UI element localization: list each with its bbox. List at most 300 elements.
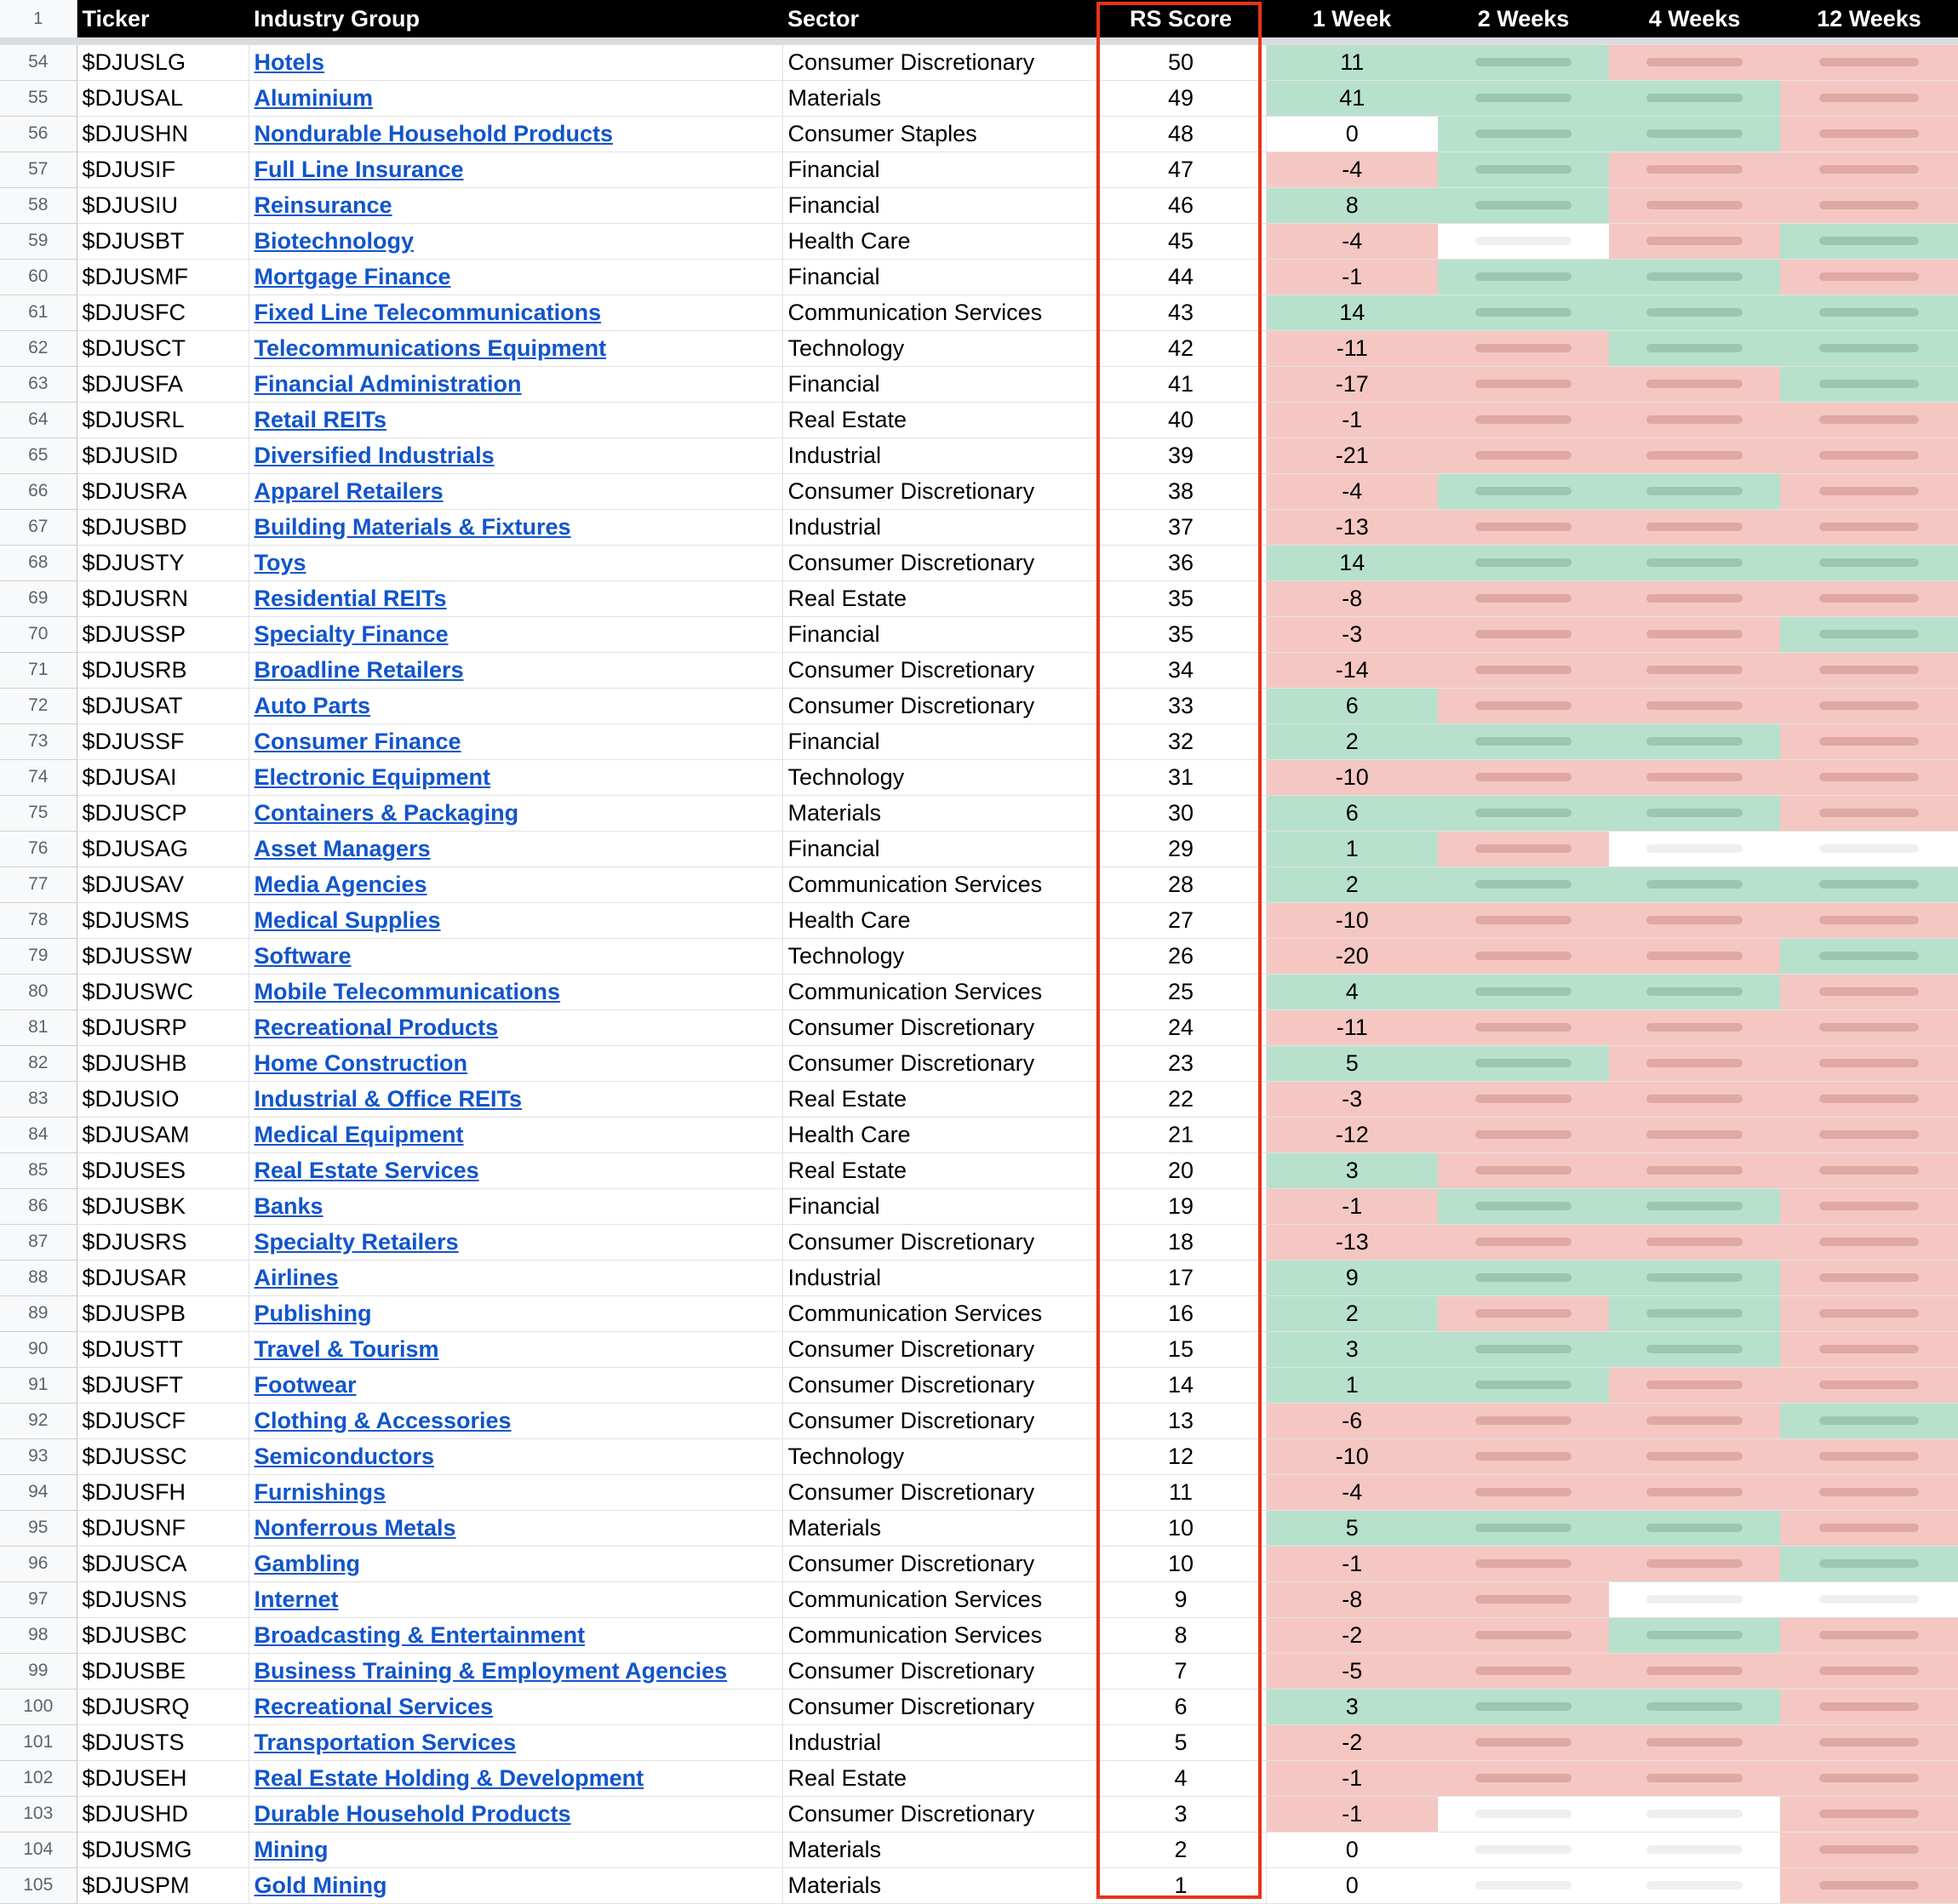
twelve-weeks-change-cell[interactable] <box>1780 1331 1958 1367</box>
row-number[interactable]: 96 <box>0 1546 77 1581</box>
one-week-change-cell[interactable]: 1 <box>1266 831 1438 866</box>
two-weeks-change-cell[interactable] <box>1438 402 1609 437</box>
four-weeks-change-cell[interactable] <box>1609 259 1780 294</box>
rs-score-cell[interactable]: 43 <box>1096 294 1266 330</box>
twelve-weeks-change-cell[interactable] <box>1780 616 1958 652</box>
row-number[interactable]: 77 <box>0 866 77 902</box>
industry-group-link[interactable]: Clothing & Accessories <box>249 1403 782 1438</box>
row-number[interactable]: 67 <box>0 509 77 545</box>
sector-cell[interactable]: Materials <box>782 1832 1096 1867</box>
rs-score-cell[interactable]: 29 <box>1096 831 1266 866</box>
row-number[interactable]: 100 <box>0 1689 77 1724</box>
row-number[interactable]: 82 <box>0 1045 77 1081</box>
two-weeks-change-cell[interactable] <box>1438 902 1609 938</box>
twelve-weeks-change-cell[interactable] <box>1780 1581 1958 1617</box>
one-week-change-cell[interactable]: -8 <box>1266 1581 1438 1617</box>
two-weeks-change-cell[interactable] <box>1438 1438 1609 1474</box>
column-header-1-week[interactable]: 1 Week <box>1266 0 1438 37</box>
rs-score-cell[interactable]: 42 <box>1096 330 1266 366</box>
sector-cell[interactable]: Real Estate <box>782 402 1096 437</box>
industry-group-link[interactable]: Semiconductors <box>249 1438 782 1474</box>
two-weeks-change-cell[interactable] <box>1438 1331 1609 1367</box>
twelve-weeks-change-cell[interactable] <box>1780 1760 1958 1796</box>
ticker-cell[interactable]: $DJUSBT <box>77 223 249 259</box>
ticker-cell[interactable]: $DJUSSP <box>77 616 249 652</box>
one-week-change-cell[interactable]: -14 <box>1266 652 1438 688</box>
twelve-weeks-change-cell[interactable] <box>1780 473 1958 509</box>
row-number[interactable]: 101 <box>0 1724 77 1760</box>
twelve-weeks-change-cell[interactable] <box>1780 974 1958 1009</box>
one-week-change-cell[interactable]: 2 <box>1266 1295 1438 1331</box>
one-week-change-cell[interactable]: -4 <box>1266 152 1438 187</box>
ticker-cell[interactable]: $DJUSSW <box>77 938 249 974</box>
two-weeks-change-cell[interactable] <box>1438 1009 1609 1045</box>
ticker-cell[interactable]: $DJUSIF <box>77 152 249 187</box>
ticker-cell[interactable]: $DJUSNF <box>77 1510 249 1546</box>
row-number[interactable]: 104 <box>0 1832 77 1867</box>
rs-score-cell[interactable]: 10 <box>1096 1510 1266 1546</box>
one-week-change-cell[interactable]: 8 <box>1266 187 1438 223</box>
sector-cell[interactable]: Real Estate <box>782 1081 1096 1117</box>
sector-cell[interactable]: Consumer Discretionary <box>782 1009 1096 1045</box>
four-weeks-change-cell[interactable] <box>1609 795 1780 831</box>
industry-group-link[interactable]: Durable Household Products <box>249 1796 782 1832</box>
twelve-weeks-change-cell[interactable] <box>1780 1367 1958 1403</box>
industry-group-link[interactable]: Medical Supplies <box>249 902 782 938</box>
one-week-change-cell[interactable]: -4 <box>1266 1474 1438 1510</box>
four-weeks-change-cell[interactable] <box>1609 1117 1780 1152</box>
one-week-change-cell[interactable]: 14 <box>1266 294 1438 330</box>
four-weeks-change-cell[interactable] <box>1609 1009 1780 1045</box>
industry-group-link[interactable]: Recreational Products <box>249 1009 782 1045</box>
one-week-change-cell[interactable]: 0 <box>1266 1832 1438 1867</box>
ticker-cell[interactable]: $DJUSFT <box>77 1367 249 1403</box>
one-week-change-cell[interactable]: 41 <box>1266 80 1438 116</box>
ticker-cell[interactable]: $DJUSBK <box>77 1188 249 1224</box>
four-weeks-change-cell[interactable] <box>1609 1224 1780 1260</box>
one-week-change-cell[interactable]: 4 <box>1266 974 1438 1009</box>
four-weeks-change-cell[interactable] <box>1609 1617 1780 1653</box>
one-week-change-cell[interactable]: -11 <box>1266 1009 1438 1045</box>
row-number[interactable]: 88 <box>0 1260 77 1295</box>
sector-cell[interactable]: Health Care <box>782 223 1096 259</box>
row-number[interactable]: 99 <box>0 1653 77 1689</box>
ticker-cell[interactable]: $DJUSID <box>77 437 249 473</box>
one-week-change-cell[interactable]: -4 <box>1266 473 1438 509</box>
ticker-cell[interactable]: $DJUSNS <box>77 1581 249 1617</box>
sector-cell[interactable]: Financial <box>782 152 1096 187</box>
four-weeks-change-cell[interactable] <box>1609 723 1780 759</box>
two-weeks-change-cell[interactable] <box>1438 509 1609 545</box>
ticker-cell[interactable]: $DJUSFA <box>77 366 249 402</box>
twelve-weeks-change-cell[interactable] <box>1780 366 1958 402</box>
column-header-4-weeks[interactable]: 4 Weeks <box>1609 0 1780 37</box>
industry-group-link[interactable]: Consumer Finance <box>249 723 782 759</box>
sector-cell[interactable]: Real Estate <box>782 1760 1096 1796</box>
sector-cell[interactable]: Technology <box>782 938 1096 974</box>
sector-cell[interactable]: Health Care <box>782 1117 1096 1152</box>
two-weeks-change-cell[interactable] <box>1438 259 1609 294</box>
industry-group-link[interactable]: Specialty Retailers <box>249 1224 782 1260</box>
row-number[interactable]: 78 <box>0 902 77 938</box>
one-week-change-cell[interactable]: -13 <box>1266 509 1438 545</box>
two-weeks-change-cell[interactable] <box>1438 294 1609 330</box>
industry-group-link[interactable]: Travel & Tourism <box>249 1331 782 1367</box>
two-weeks-change-cell[interactable] <box>1438 545 1609 580</box>
one-week-change-cell[interactable]: -5 <box>1266 1653 1438 1689</box>
rs-score-cell[interactable]: 18 <box>1096 1224 1266 1260</box>
rs-score-cell[interactable]: 26 <box>1096 938 1266 974</box>
rs-score-cell[interactable]: 9 <box>1096 1581 1266 1617</box>
two-weeks-change-cell[interactable] <box>1438 652 1609 688</box>
one-week-change-cell[interactable]: -13 <box>1266 1224 1438 1260</box>
twelve-weeks-change-cell[interactable] <box>1780 545 1958 580</box>
four-weeks-change-cell[interactable] <box>1609 294 1780 330</box>
four-weeks-change-cell[interactable] <box>1609 1403 1780 1438</box>
row-number[interactable]: 103 <box>0 1796 77 1832</box>
two-weeks-change-cell[interactable] <box>1438 1081 1609 1117</box>
twelve-weeks-change-cell[interactable] <box>1780 866 1958 902</box>
one-week-change-cell[interactable]: 9 <box>1266 1260 1438 1295</box>
two-weeks-change-cell[interactable] <box>1438 1403 1609 1438</box>
ticker-cell[interactable]: $DJUSHD <box>77 1796 249 1832</box>
row-number[interactable]: 65 <box>0 437 77 473</box>
four-weeks-change-cell[interactable] <box>1609 366 1780 402</box>
sector-cell[interactable]: Materials <box>782 1867 1096 1903</box>
four-weeks-change-cell[interactable] <box>1609 402 1780 437</box>
industry-group-link[interactable]: Medical Equipment <box>249 1117 782 1152</box>
two-weeks-change-cell[interactable] <box>1438 437 1609 473</box>
rs-score-cell[interactable]: 11 <box>1096 1474 1266 1510</box>
rs-score-cell[interactable]: 46 <box>1096 187 1266 223</box>
one-week-change-cell[interactable]: -10 <box>1266 902 1438 938</box>
sector-cell[interactable]: Financial <box>782 187 1096 223</box>
rs-score-cell[interactable]: 4 <box>1096 1760 1266 1796</box>
two-weeks-change-cell[interactable] <box>1438 974 1609 1009</box>
rs-score-cell[interactable]: 17 <box>1096 1260 1266 1295</box>
ticker-cell[interactable]: $DJUSAI <box>77 759 249 795</box>
four-weeks-change-cell[interactable] <box>1609 1653 1780 1689</box>
industry-group-link[interactable]: Mining <box>249 1832 782 1867</box>
twelve-weeks-change-cell[interactable] <box>1780 187 1958 223</box>
industry-group-link[interactable]: Broadline Retailers <box>249 652 782 688</box>
sector-cell[interactable]: Financial <box>782 616 1096 652</box>
four-weeks-change-cell[interactable] <box>1609 1724 1780 1760</box>
two-weeks-change-cell[interactable] <box>1438 1260 1609 1295</box>
one-week-change-cell[interactable]: 3 <box>1266 1152 1438 1188</box>
sector-cell[interactable]: Consumer Discretionary <box>782 1474 1096 1510</box>
industry-group-link[interactable]: Internet <box>249 1581 782 1617</box>
two-weeks-change-cell[interactable] <box>1438 1617 1609 1653</box>
row-number[interactable]: 61 <box>0 294 77 330</box>
two-weeks-change-cell[interactable] <box>1438 1367 1609 1403</box>
twelve-weeks-change-cell[interactable] <box>1780 580 1958 616</box>
twelve-weeks-change-cell[interactable] <box>1780 688 1958 723</box>
industry-group-link[interactable]: Electronic Equipment <box>249 759 782 795</box>
sector-cell[interactable]: Financial <box>782 259 1096 294</box>
row-number[interactable]: 74 <box>0 759 77 795</box>
one-week-change-cell[interactable]: -11 <box>1266 330 1438 366</box>
two-weeks-change-cell[interactable] <box>1438 1689 1609 1724</box>
row-number[interactable]: 83 <box>0 1081 77 1117</box>
ticker-cell[interactable]: $DJUSRQ <box>77 1689 249 1724</box>
row-number[interactable]: 73 <box>0 723 77 759</box>
row-number[interactable]: 97 <box>0 1581 77 1617</box>
sector-cell[interactable]: Consumer Staples <box>782 116 1096 152</box>
rs-score-cell[interactable]: 33 <box>1096 688 1266 723</box>
sector-cell[interactable]: Consumer Discretionary <box>782 688 1096 723</box>
row-number[interactable]: 85 <box>0 1152 77 1188</box>
rs-score-cell[interactable]: 37 <box>1096 509 1266 545</box>
one-week-change-cell[interactable]: 6 <box>1266 688 1438 723</box>
sector-cell[interactable]: Real Estate <box>782 580 1096 616</box>
one-week-change-cell[interactable]: 2 <box>1266 866 1438 902</box>
one-week-change-cell[interactable]: -3 <box>1266 1081 1438 1117</box>
industry-group-link[interactable]: Aluminium <box>249 80 782 116</box>
one-week-change-cell[interactable]: 5 <box>1266 1510 1438 1546</box>
sector-cell[interactable]: Industrial <box>782 509 1096 545</box>
sector-cell[interactable]: Industrial <box>782 437 1096 473</box>
industry-group-link[interactable]: Specialty Finance <box>249 616 782 652</box>
two-weeks-change-cell[interactable] <box>1438 1295 1609 1331</box>
twelve-weeks-change-cell[interactable] <box>1780 330 1958 366</box>
four-weeks-change-cell[interactable] <box>1609 116 1780 152</box>
two-weeks-change-cell[interactable] <box>1438 866 1609 902</box>
two-weeks-change-cell[interactable] <box>1438 688 1609 723</box>
twelve-weeks-change-cell[interactable] <box>1780 1832 1958 1867</box>
ticker-cell[interactable]: $DJUSCF <box>77 1403 249 1438</box>
ticker-cell[interactable]: $DJUSCT <box>77 330 249 366</box>
rs-score-cell[interactable]: 15 <box>1096 1331 1266 1367</box>
ticker-cell[interactable]: $DJUSPB <box>77 1295 249 1331</box>
twelve-weeks-change-cell[interactable] <box>1780 1045 1958 1081</box>
row-number[interactable]: 57 <box>0 152 77 187</box>
column-header-rs-score[interactable]: RS Score <box>1096 0 1266 37</box>
two-weeks-change-cell[interactable] <box>1438 1224 1609 1260</box>
sector-cell[interactable]: Consumer Discretionary <box>782 1367 1096 1403</box>
industry-group-link[interactable]: Full Line Insurance <box>249 152 782 187</box>
two-weeks-change-cell[interactable] <box>1438 152 1609 187</box>
ticker-cell[interactable]: $DJUSPM <box>77 1867 249 1903</box>
twelve-weeks-change-cell[interactable] <box>1780 1117 1958 1152</box>
sector-cell[interactable]: Technology <box>782 330 1096 366</box>
industry-group-link[interactable]: Recreational Services <box>249 1689 782 1724</box>
two-weeks-change-cell[interactable] <box>1438 1117 1609 1152</box>
row-number[interactable]: 72 <box>0 688 77 723</box>
four-weeks-change-cell[interactable] <box>1609 1546 1780 1581</box>
two-weeks-change-cell[interactable] <box>1438 44 1609 80</box>
four-weeks-change-cell[interactable] <box>1609 1188 1780 1224</box>
one-week-change-cell[interactable]: -17 <box>1266 366 1438 402</box>
one-week-change-cell[interactable]: -3 <box>1266 616 1438 652</box>
ticker-cell[interactable]: $DJUSAT <box>77 688 249 723</box>
industry-group-link[interactable]: Auto Parts <box>249 688 782 723</box>
row-number[interactable]: 62 <box>0 330 77 366</box>
rs-score-cell[interactable]: 3 <box>1096 1796 1266 1832</box>
rs-score-cell[interactable]: 2 <box>1096 1832 1266 1867</box>
ticker-cell[interactable]: $DJUSES <box>77 1152 249 1188</box>
one-week-change-cell[interactable]: 3 <box>1266 1689 1438 1724</box>
twelve-weeks-change-cell[interactable] <box>1780 44 1958 80</box>
twelve-weeks-change-cell[interactable] <box>1780 1403 1958 1438</box>
four-weeks-change-cell[interactable] <box>1609 1152 1780 1188</box>
industry-group-link[interactable]: Transportation Services <box>249 1724 782 1760</box>
ticker-cell[interactable]: $DJUSHB <box>77 1045 249 1081</box>
industry-group-link[interactable]: Mobile Telecommunications <box>249 974 782 1009</box>
row-number[interactable]: 89 <box>0 1295 77 1331</box>
row-number[interactable]: 66 <box>0 473 77 509</box>
one-week-change-cell[interactable]: -8 <box>1266 580 1438 616</box>
two-weeks-change-cell[interactable] <box>1438 116 1609 152</box>
row-number[interactable]: 93 <box>0 1438 77 1474</box>
four-weeks-change-cell[interactable] <box>1609 80 1780 116</box>
two-weeks-change-cell[interactable] <box>1438 187 1609 223</box>
twelve-weeks-change-cell[interactable] <box>1780 259 1958 294</box>
two-weeks-change-cell[interactable] <box>1438 223 1609 259</box>
ticker-cell[interactable]: $DJUSSF <box>77 723 249 759</box>
industry-group-link[interactable]: Nondurable Household Products <box>249 116 782 152</box>
row-number[interactable]: 87 <box>0 1224 77 1260</box>
two-weeks-change-cell[interactable] <box>1438 1760 1609 1796</box>
sector-cell[interactable]: Communication Services <box>782 866 1096 902</box>
two-weeks-change-cell[interactable] <box>1438 1832 1609 1867</box>
sector-cell[interactable]: Financial <box>782 723 1096 759</box>
row-number[interactable]: 76 <box>0 831 77 866</box>
rs-score-cell[interactable]: 22 <box>1096 1081 1266 1117</box>
twelve-weeks-change-cell[interactable] <box>1780 1295 1958 1331</box>
sector-cell[interactable]: Communication Services <box>782 974 1096 1009</box>
row-number[interactable]: 70 <box>0 616 77 652</box>
four-weeks-change-cell[interactable] <box>1609 187 1780 223</box>
rs-score-cell[interactable]: 41 <box>1096 366 1266 402</box>
twelve-weeks-change-cell[interactable] <box>1780 402 1958 437</box>
twelve-weeks-change-cell[interactable] <box>1780 1188 1958 1224</box>
twelve-weeks-change-cell[interactable] <box>1780 1617 1958 1653</box>
two-weeks-change-cell[interactable] <box>1438 1474 1609 1510</box>
sector-cell[interactable]: Consumer Discretionary <box>782 1331 1096 1367</box>
one-week-change-cell[interactable]: 0 <box>1266 1867 1438 1903</box>
two-weeks-change-cell[interactable] <box>1438 366 1609 402</box>
column-header-2-weeks[interactable]: 2 Weeks <box>1438 0 1609 37</box>
industry-group-link[interactable]: Airlines <box>249 1260 782 1295</box>
row-number[interactable]: 81 <box>0 1009 77 1045</box>
row-number[interactable]: 79 <box>0 938 77 974</box>
sector-cell[interactable]: Materials <box>782 795 1096 831</box>
row-number[interactable]: 69 <box>0 580 77 616</box>
sector-cell[interactable]: Financial <box>782 366 1096 402</box>
one-week-change-cell[interactable]: -12 <box>1266 1117 1438 1152</box>
one-week-change-cell[interactable]: -1 <box>1266 1760 1438 1796</box>
four-weeks-change-cell[interactable] <box>1609 759 1780 795</box>
row-number[interactable]: 54 <box>0 44 77 80</box>
sector-cell[interactable]: Industrial <box>782 1724 1096 1760</box>
row-number[interactable]: 59 <box>0 223 77 259</box>
two-weeks-change-cell[interactable] <box>1438 580 1609 616</box>
twelve-weeks-change-cell[interactable] <box>1780 1796 1958 1832</box>
rs-score-cell[interactable]: 14 <box>1096 1367 1266 1403</box>
industry-group-link[interactable]: Home Construction <box>249 1045 782 1081</box>
row-number[interactable]: 63 <box>0 366 77 402</box>
twelve-weeks-change-cell[interactable] <box>1780 902 1958 938</box>
sector-cell[interactable]: Communication Services <box>782 1581 1096 1617</box>
sector-cell[interactable]: Consumer Discretionary <box>782 1653 1096 1689</box>
two-weeks-change-cell[interactable] <box>1438 1796 1609 1832</box>
rs-score-cell[interactable]: 7 <box>1096 1653 1266 1689</box>
row-number[interactable]: 98 <box>0 1617 77 1653</box>
four-weeks-change-cell[interactable] <box>1609 1367 1780 1403</box>
two-weeks-change-cell[interactable] <box>1438 1510 1609 1546</box>
twelve-weeks-change-cell[interactable] <box>1780 1867 1958 1903</box>
four-weeks-change-cell[interactable] <box>1609 974 1780 1009</box>
row-number[interactable]: 80 <box>0 974 77 1009</box>
industry-group-link[interactable]: Gold Mining <box>249 1867 782 1903</box>
row-number[interactable]: 64 <box>0 402 77 437</box>
four-weeks-change-cell[interactable] <box>1609 652 1780 688</box>
ticker-cell[interactable]: $DJUSAV <box>77 866 249 902</box>
rs-score-cell[interactable]: 30 <box>1096 795 1266 831</box>
ticker-cell[interactable]: $DJUSFH <box>77 1474 249 1510</box>
industry-group-link[interactable]: Industrial & Office REITs <box>249 1081 782 1117</box>
twelve-weeks-change-cell[interactable] <box>1780 223 1958 259</box>
sector-cell[interactable]: Materials <box>782 80 1096 116</box>
one-week-change-cell[interactable]: -1 <box>1266 259 1438 294</box>
two-weeks-change-cell[interactable] <box>1438 723 1609 759</box>
two-weeks-change-cell[interactable] <box>1438 616 1609 652</box>
sector-cell[interactable]: Communication Services <box>782 1617 1096 1653</box>
ticker-cell[interactable]: $DJUSRA <box>77 473 249 509</box>
row-number[interactable]: 84 <box>0 1117 77 1152</box>
sector-cell[interactable]: Consumer Discretionary <box>782 473 1096 509</box>
rs-score-cell[interactable]: 28 <box>1096 866 1266 902</box>
ticker-cell[interactable]: $DJUSRB <box>77 652 249 688</box>
one-week-change-cell[interactable]: 2 <box>1266 723 1438 759</box>
row-number[interactable]: 91 <box>0 1367 77 1403</box>
twelve-weeks-change-cell[interactable] <box>1780 1510 1958 1546</box>
sector-cell[interactable]: Consumer Discretionary <box>782 545 1096 580</box>
industry-group-link[interactable]: Telecommunications Equipment <box>249 330 782 366</box>
four-weeks-change-cell[interactable] <box>1609 1295 1780 1331</box>
row-number[interactable]: 86 <box>0 1188 77 1224</box>
four-weeks-change-cell[interactable] <box>1609 437 1780 473</box>
one-week-change-cell[interactable]: 3 <box>1266 1331 1438 1367</box>
column-header-ticker[interactable]: Ticker <box>77 0 249 37</box>
two-weeks-change-cell[interactable] <box>1438 759 1609 795</box>
one-week-change-cell[interactable]: -2 <box>1266 1617 1438 1653</box>
rs-score-cell[interactable]: 31 <box>1096 759 1266 795</box>
two-weeks-change-cell[interactable] <box>1438 1045 1609 1081</box>
industry-group-link[interactable]: Fixed Line Telecommunications <box>249 294 782 330</box>
four-weeks-change-cell[interactable] <box>1609 223 1780 259</box>
rs-score-cell[interactable]: 5 <box>1096 1724 1266 1760</box>
twelve-weeks-change-cell[interactable] <box>1780 1546 1958 1581</box>
ticker-cell[interactable]: $DJUSLG <box>77 44 249 80</box>
twelve-weeks-change-cell[interactable] <box>1780 152 1958 187</box>
four-weeks-change-cell[interactable] <box>1609 1260 1780 1295</box>
sector-cell[interactable]: Technology <box>782 1438 1096 1474</box>
one-week-change-cell[interactable]: -1 <box>1266 402 1438 437</box>
ticker-cell[interactable]: $DJUSBE <box>77 1653 249 1689</box>
four-weeks-change-cell[interactable] <box>1609 1045 1780 1081</box>
twelve-weeks-change-cell[interactable] <box>1780 759 1958 795</box>
industry-group-link[interactable]: Mortgage Finance <box>249 259 782 294</box>
four-weeks-change-cell[interactable] <box>1609 1331 1780 1367</box>
rs-score-cell[interactable]: 24 <box>1096 1009 1266 1045</box>
rs-score-cell[interactable]: 44 <box>1096 259 1266 294</box>
industry-group-link[interactable]: Toys <box>249 545 782 580</box>
four-weeks-change-cell[interactable] <box>1609 44 1780 80</box>
ticker-cell[interactable]: $DJUSCP <box>77 795 249 831</box>
twelve-weeks-change-cell[interactable] <box>1780 652 1958 688</box>
